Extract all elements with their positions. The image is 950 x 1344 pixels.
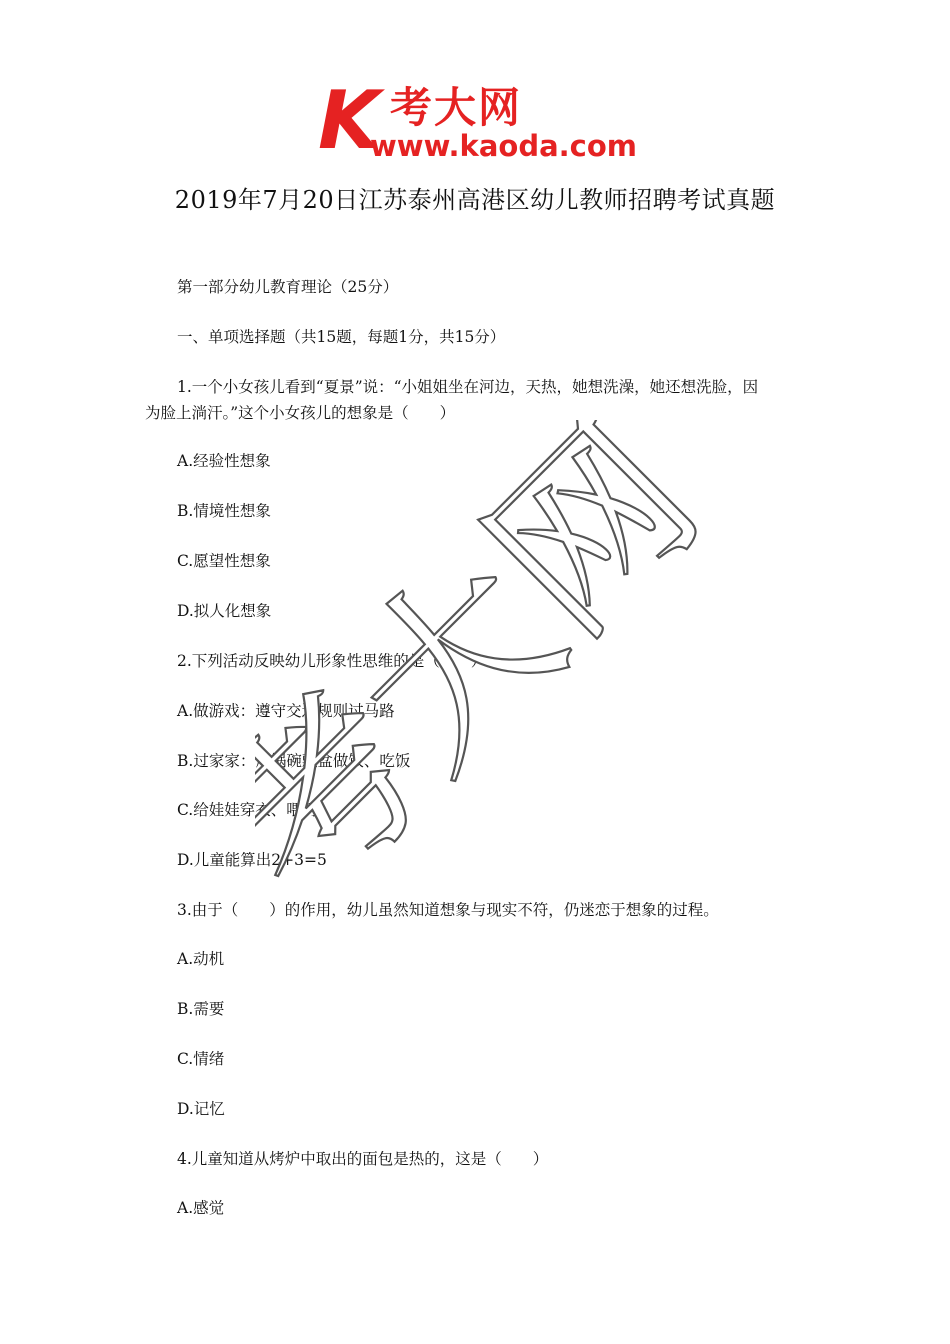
question-2-option-d: D.儿童能算出2+3=5 — [177, 851, 327, 869]
part-heading: 第一部分幼儿教育理论（25分） — [177, 278, 399, 296]
question-2-option-b: B.过家家：用锅碗瓢盆做饭、吃饭 — [177, 752, 411, 770]
kaoda-logo-graphic — [318, 78, 638, 162]
question-2-stem: 2.下列活动反映幼儿形象性思维的是（ ） — [177, 652, 487, 670]
question-1-stem-line-2: 为脸上淌汗。”这个小女孩儿的想象是（ ） — [145, 404, 456, 422]
question-4-stem: 4.儿童知道从烤炉中取出的面包是热的，这是（ ） — [177, 1150, 549, 1168]
question-3-stem: 3.由于（ ）的作用，幼儿虽然知道想象与现实不符，仍迷恋于想象的过程。 — [177, 901, 719, 919]
question-4-option-a: A.感觉 — [177, 1199, 225, 1217]
question-1-option-c: C.愿望性想象 — [177, 552, 271, 570]
question-1-option-d: D.拟人化想象 — [177, 602, 272, 620]
question-1-option-a: A.经验性想象 — [177, 452, 271, 470]
logo-url-text: www.kaoda.com — [370, 129, 637, 162]
question-2-option-a: A.做游戏：遵守交通规则过马路 — [177, 702, 395, 720]
section-heading: 一、单项选择题（共15题，每题1分，共15分） — [177, 328, 506, 346]
page-title: 2019年7月20日江苏泰州高港区幼儿教师招聘考试真题 — [174, 186, 776, 214]
question-3-option-a: A.动机 — [177, 950, 225, 968]
kaoda-logo — [318, 78, 638, 162]
question-1-stem-line-1: 1.一个小女孩儿看到“夏景”说：“小姐姐坐在河边，天热，她想洗澡，她还想洗脸，因 — [177, 378, 759, 396]
watermark-text: 考大网 — [255, 420, 739, 940]
question-3-option-b: B.需要 — [177, 1000, 225, 1018]
question-3-option-d: D.记忆 — [177, 1100, 225, 1118]
watermark-graphic — [255, 420, 775, 940]
question-2-option-c: C.给娃娃穿衣、喂奶 — [177, 801, 318, 819]
question-3-option-c: C.情绪 — [177, 1050, 225, 1068]
logo-brand-text: 考大网 — [390, 83, 523, 132]
watermark — [255, 420, 775, 940]
question-1-option-b: B.情境性想象 — [177, 502, 271, 520]
logo-k-letter: K — [318, 78, 380, 162]
